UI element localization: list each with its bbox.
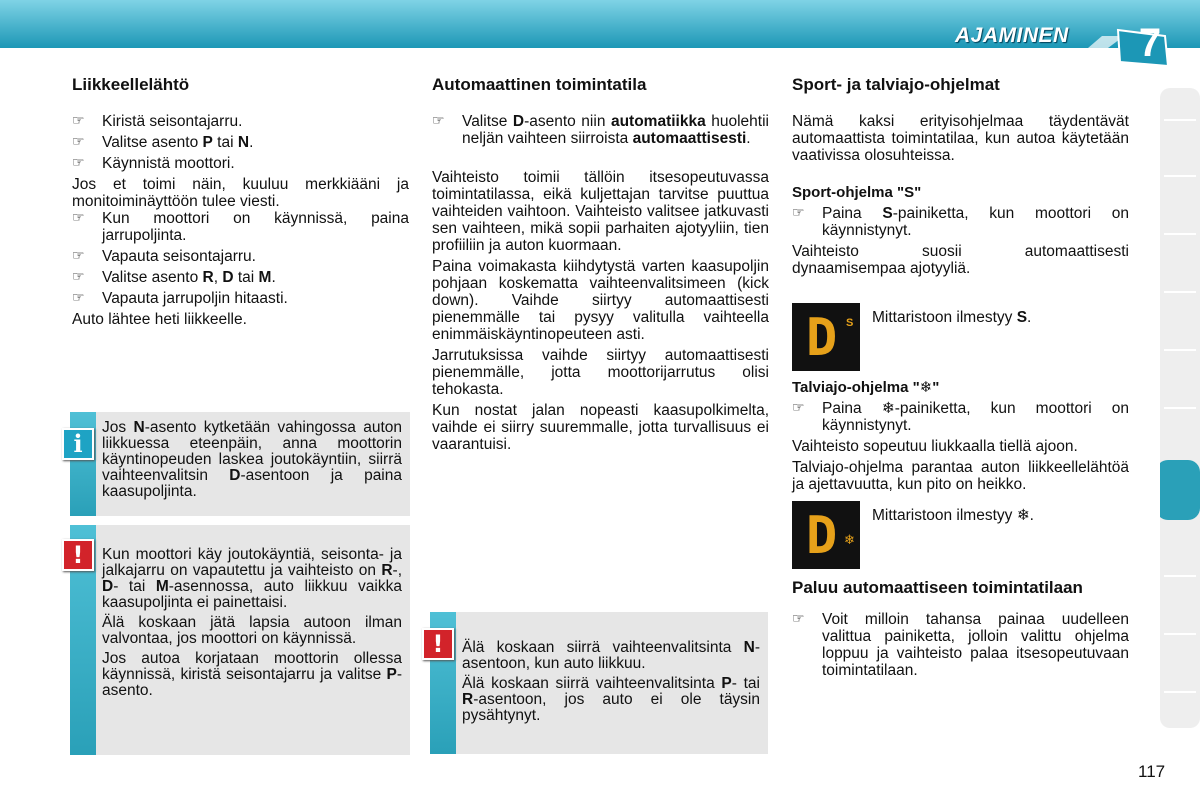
display-d: D <box>806 506 838 566</box>
heading-paluu: Paluu automaattiseen toimintatilaan <box>792 578 1083 597</box>
warning-notice-text: Kun moottori käy joutokäyntiä, seisonta- ja jalkajarru on vapautettu ja vaihteisto on R-, D- tai M-asennossa, auto liikkuu vaikka kaasupoljinta ei painettaisi. Älä koskaan jätä lapsia autoon ilman valvontaa, jos moottori on käynnissä. Jos autoa korjataan moottorin ollessa käynnissä, kiristä seisontajarru ja valitse P-asento. <box>102 546 402 699</box>
info-notice-text: Jos N-asento kytketään vahingossa auton liikkuessa eteenpäin, anna moottorin käyntinopeuden laskea joutokäyntiin, siirrä vaihteenvalitsin D-asentoon ja paina kaasupoljinta. <box>102 419 402 500</box>
bullet-item <box>72 269 409 286</box>
paragraph: Jos et toimi näin, kuuluu merkkiääni ja monitoiminäyttöön tulee viesti. <box>72 176 409 210</box>
bullet-item: ☞ Paina S-painiketta, kun moottori on käynnistynyt. <box>792 205 1129 239</box>
warning-notice-text: Älä koskaan siirrä vaihteenvalitsinta N-asentoon, kun auto liikkuu. Älä koskaan siirrä vaihteenvalitsinta P- tai R-asentoon, jos auto ei ole täysin pysähtynyt. <box>462 639 760 724</box>
warning-notice-box-2 <box>430 612 768 754</box>
section-title: AJAMINEN <box>955 24 1069 47</box>
heading-liikkeellelahto: Liikkeellelähtö <box>72 75 190 94</box>
paragraph: Jarrutuksissa vaihde siirtyy automaattisesti pienemmälle, jotta moottorijarrutus olisi tehokasta. <box>432 347 769 398</box>
pointing-hand-icon: ☞ <box>72 113 85 129</box>
pointing-hand-icon: ☞ <box>792 400 805 416</box>
bullet-text: Valitse asento <box>102 269 203 286</box>
gear-n: N <box>237 134 250 151</box>
bullet-item: ☞ Paina ❄-painiketta, kun moottori on käynnistynyt. <box>792 400 1129 434</box>
bullet-text: tai <box>233 269 259 286</box>
bullet-text: Vapauta jarrupoljin hitaasti. <box>102 290 288 307</box>
exclamation-icon: ! <box>422 628 454 660</box>
bullet-text: , <box>213 269 223 286</box>
paragraph: Auto lähtee heti liikkeelle. <box>72 311 247 328</box>
subheading-sport: Sport-ohjelma "S" <box>792 184 922 201</box>
bullet-item: ☞ Valitse D-asento niin automatiikka huolehtii neljän vaihteen siirroista automaattisesti. <box>432 113 769 147</box>
exclamation-icon: ! <box>62 539 94 571</box>
pointing-hand-icon: ☞ <box>72 269 85 285</box>
heading-sport-talvi: Sport- ja talviajo-ohjelmat <box>792 75 1000 94</box>
bullet-item <box>72 290 409 307</box>
column-sport-talvi <box>792 74 1129 679</box>
pointing-hand-icon: ☞ <box>72 134 85 150</box>
bullet-text: Vapauta seisontajarru. <box>102 248 256 265</box>
bullet-text: tai <box>212 134 238 151</box>
paragraph: Vaihteisto sopeutuu liukkaalla tiellä ajoon. <box>792 438 1078 455</box>
pointing-hand-icon: ☞ <box>72 248 85 264</box>
page-number: 117 <box>1138 762 1166 781</box>
sport-indicator-row <box>792 303 1129 371</box>
paragraph: Nämä kaksi erityisohjelmaa täydentävät automaattista toimintatilaa, kun autoa käytetään vaativissa olosuhteissa. <box>792 113 1129 164</box>
bullet-text: Valitse asento <box>102 134 203 151</box>
bullet-text: Käynnistä moottori. <box>102 155 235 172</box>
bullet-item <box>72 248 409 265</box>
gear-m: M <box>258 269 272 286</box>
paragraph: Talviajo-ohjelma parantaa auton liikkeellelähtöä ja ajettavuutta, kun pito on heikko. <box>792 459 1129 493</box>
snowflake-icon: ❄ <box>844 532 855 547</box>
column-automaattinen <box>432 74 769 453</box>
pointing-hand-icon: ☞ <box>72 155 85 171</box>
winter-indicator-row <box>792 501 1129 569</box>
gear-r: R <box>202 269 214 286</box>
bullet-item <box>72 210 409 244</box>
paragraph: Vaihteisto toimii tällöin itsesopeutuvassa toimintatilassa, eikä kuljettajan tarvitse puuttua vaihteiden vaihtoon. Vaihteisto valitsee jatkuvasti sen vaihteen, mikä sopii parhaiten ajotyyliin, tien profiiliin ja auton kuormaan. <box>432 169 769 254</box>
pointing-hand-icon: ☞ <box>72 290 85 306</box>
pointing-hand-icon: ☞ <box>432 113 445 129</box>
paragraph: Kun nostat jalan nopeasti kaasupolkimelta, vaihde ei siirry suuremmalle, jotta turvallisuus ei vaarantuisi. <box>432 402 769 453</box>
chapter-tabs <box>1160 88 1200 728</box>
pointing-hand-icon: ☞ <box>792 205 805 221</box>
column-liikkeellelahto <box>72 74 409 328</box>
gear-p: P <box>202 134 213 151</box>
bullet-item <box>72 134 409 151</box>
bullet-text: Kun moottori on käynnissä, paina jarrupoljinta. <box>102 210 409 244</box>
instrument-display-s <box>792 303 860 371</box>
paragraph: Paina voimakasta kiihdytystä varten kaasupoljin pohjaan koskematta vaihteenvalitsimeen (kick down). Vaihde siirtyy automaattisesti pienemmälle tai pysyy valitulla vaihteella enimmäiskäyntinopeuteen asti. <box>432 258 769 343</box>
page-header <box>0 0 1200 65</box>
bullet-item: ☞ Voit milloin tahansa painaa uudelleen valittua painiketta, jolloin valittu ohjelma loppuu ja vaihteisto palaa itsesopeutuvaan toimintatilaan. <box>792 611 1129 679</box>
image-caption: Mittaristoon ilmestyy ❄. <box>872 507 1034 524</box>
chapter-number: 7 <box>1138 21 1162 65</box>
gear-d: D <box>222 269 234 286</box>
chapter-tabs-graphic <box>1160 88 1200 728</box>
image-caption: Mittaristoon ilmestyy S. <box>872 309 1032 326</box>
paragraph: Vaihteisto suosii automaattisesti dynaamisempaa ajotyyliä. <box>792 243 1129 277</box>
warning-notice-box <box>70 525 410 755</box>
bullet-item <box>72 155 409 172</box>
subheading-winter: Talviajo-ohjelma "❄" <box>792 379 940 396</box>
heading-automaattinen: Automaattinen toimintatila <box>432 75 647 94</box>
pointing-hand-icon: ☞ <box>72 210 85 226</box>
display-s-indicator: S <box>846 317 854 329</box>
pointing-hand-icon: ☞ <box>792 611 805 627</box>
display-d: D <box>806 308 838 368</box>
info-icon: i <box>62 428 94 460</box>
bullet-text: Kiristä seisontajarru. <box>102 113 243 130</box>
instrument-display-snowflake <box>792 501 860 569</box>
info-notice-box <box>70 412 410 516</box>
bullet-item <box>72 113 409 130</box>
bullet-text: . <box>271 269 276 286</box>
bullet-text: . <box>249 134 254 151</box>
